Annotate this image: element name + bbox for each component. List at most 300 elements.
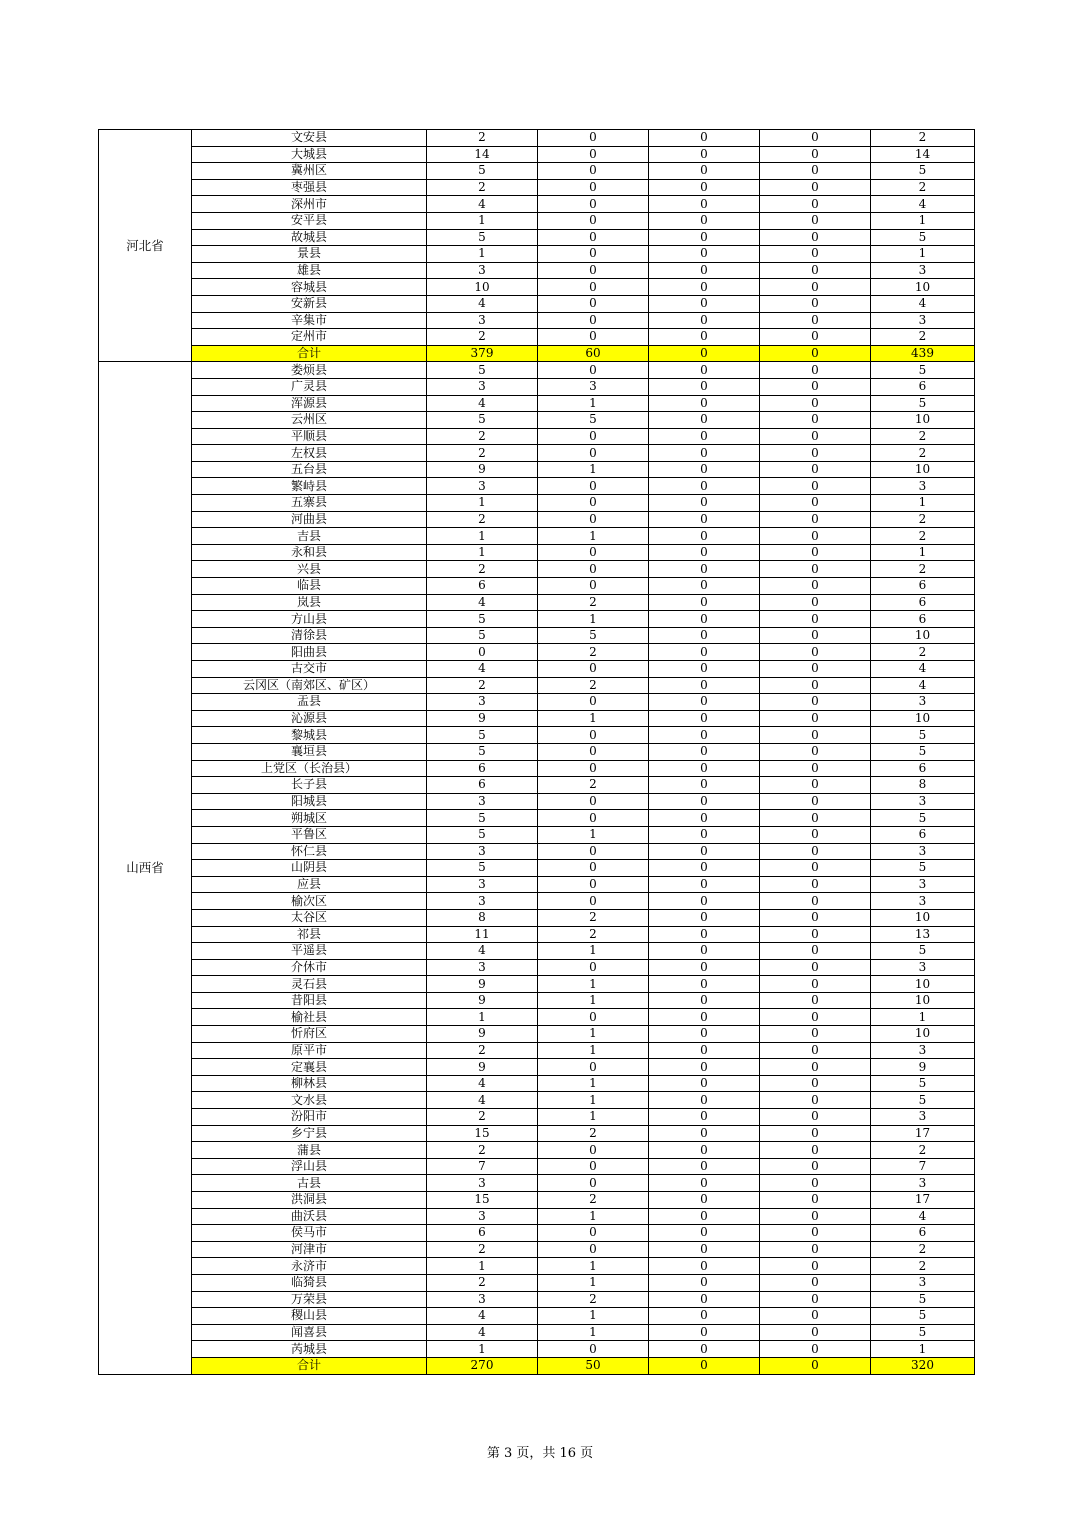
value-cell-1: 3 xyxy=(427,876,538,893)
table-row xyxy=(99,1308,975,1325)
value-cell-3: 0 xyxy=(649,727,760,744)
value-cell-3: 0 xyxy=(649,976,760,993)
value-cell-2: 1 xyxy=(538,1042,649,1059)
value-cell-1: 2 xyxy=(427,428,538,445)
value-cell-1: 2 xyxy=(427,1274,538,1291)
value-cell-2: 2 xyxy=(538,1291,649,1308)
value-cell-3: 0 xyxy=(649,246,760,263)
total-value-cell: 3 xyxy=(871,1042,975,1059)
total-value-cell: 3 xyxy=(871,1109,975,1126)
value-cell-2: 2 xyxy=(538,909,649,926)
value-cell-2: 0 xyxy=(538,1158,649,1175)
table-row xyxy=(99,661,975,678)
total-value-cell: 10 xyxy=(871,992,975,1009)
value-cell-1: 9 xyxy=(427,992,538,1009)
table-row xyxy=(99,1291,975,1308)
value-cell-2: 0 xyxy=(538,1059,649,1076)
value-cell-4: 0 xyxy=(760,395,871,412)
value-cell-4: 0 xyxy=(760,959,871,976)
value-cell-2: 1 xyxy=(538,1324,649,1341)
table-row xyxy=(99,528,975,545)
county-name-cell: 河津市 xyxy=(192,1241,427,1258)
value-cell-4: 0 xyxy=(760,843,871,860)
total-value-cell: 1 xyxy=(871,1341,975,1358)
value-cell-2: 0 xyxy=(538,876,649,893)
value-cell-3: 0 xyxy=(649,1158,760,1175)
total-value-cell: 5 xyxy=(871,727,975,744)
value-cell-1: 5 xyxy=(427,229,538,246)
county-name-cell: 岚县 xyxy=(192,594,427,611)
county-name-cell: 五台县 xyxy=(192,461,427,478)
total-value-cell: 439 xyxy=(871,345,975,362)
value-cell-4: 0 xyxy=(760,1208,871,1225)
table-row xyxy=(99,909,975,926)
total-value-cell: 5 xyxy=(871,810,975,827)
total-value-cell: 13 xyxy=(871,926,975,943)
value-cell-3: 0 xyxy=(649,395,760,412)
county-name-cell: 枣强县 xyxy=(192,179,427,196)
county-name-cell: 黎城县 xyxy=(192,727,427,744)
province-cell: 山西省 xyxy=(99,362,192,1374)
value-cell-3: 0 xyxy=(649,1109,760,1126)
county-name-cell: 朔城区 xyxy=(192,810,427,827)
value-cell-4: 0 xyxy=(760,1075,871,1092)
value-cell-4: 0 xyxy=(760,1308,871,1325)
total-value-cell: 4 xyxy=(871,1208,975,1225)
value-cell-2: 0 xyxy=(538,246,649,263)
total-value-cell: 17 xyxy=(871,1125,975,1142)
value-cell-4: 0 xyxy=(760,1009,871,1026)
value-cell-3: 0 xyxy=(649,909,760,926)
total-value-cell: 9 xyxy=(871,1059,975,1076)
total-value-cell: 5 xyxy=(871,1291,975,1308)
county-name-cell: 平遥县 xyxy=(192,943,427,960)
total-value-cell: 10 xyxy=(871,627,975,644)
table-row xyxy=(99,1158,975,1175)
value-cell-1: 1 xyxy=(427,1258,538,1275)
value-cell-1: 1 xyxy=(427,495,538,512)
total-value-cell: 3 xyxy=(871,694,975,711)
table-row xyxy=(99,677,975,694)
county-name-cell: 盂县 xyxy=(192,694,427,711)
county-name-cell: 景县 xyxy=(192,246,427,263)
table-row xyxy=(99,1208,975,1225)
value-cell-3: 0 xyxy=(649,644,760,661)
total-value-cell: 1 xyxy=(871,495,975,512)
table-row xyxy=(99,843,975,860)
value-cell-4: 0 xyxy=(760,262,871,279)
county-name-cell: 永济市 xyxy=(192,1258,427,1275)
value-cell-3: 0 xyxy=(649,362,760,379)
table-row xyxy=(99,312,975,329)
value-cell-4: 0 xyxy=(760,179,871,196)
total-value-cell: 2 xyxy=(871,1258,975,1275)
county-name-cell: 榆社县 xyxy=(192,1009,427,1026)
value-cell-3: 0 xyxy=(649,345,760,362)
value-cell-4: 0 xyxy=(760,412,871,429)
value-cell-3: 0 xyxy=(649,445,760,462)
table-row xyxy=(99,378,975,395)
table-row xyxy=(99,445,975,462)
value-cell-1: 11 xyxy=(427,926,538,943)
value-cell-4: 0 xyxy=(760,1258,871,1275)
value-cell-4: 0 xyxy=(760,611,871,628)
value-cell-2: 0 xyxy=(538,511,649,528)
county-name-cell: 临县 xyxy=(192,578,427,595)
value-cell-1: 4 xyxy=(427,1075,538,1092)
value-cell-3: 0 xyxy=(649,329,760,346)
value-cell-3: 0 xyxy=(649,279,760,296)
table-row xyxy=(99,329,975,346)
value-cell-3: 0 xyxy=(649,1258,760,1275)
table-row xyxy=(99,810,975,827)
value-cell-2: 2 xyxy=(538,594,649,611)
total-value-cell: 3 xyxy=(871,478,975,495)
value-cell-2: 1 xyxy=(538,943,649,960)
total-value-cell: 1 xyxy=(871,246,975,263)
value-cell-2: 50 xyxy=(538,1357,649,1374)
value-cell-3: 0 xyxy=(649,992,760,1009)
value-cell-2: 1 xyxy=(538,528,649,545)
value-cell-2: 0 xyxy=(538,760,649,777)
value-cell-3: 0 xyxy=(649,1026,760,1043)
value-cell-2: 0 xyxy=(538,495,649,512)
value-cell-3: 0 xyxy=(649,130,760,147)
value-cell-1: 1 xyxy=(427,246,538,263)
value-cell-2: 0 xyxy=(538,130,649,147)
value-cell-2: 0 xyxy=(538,163,649,180)
value-cell-1: 1 xyxy=(427,1009,538,1026)
value-cell-1: 2 xyxy=(427,130,538,147)
value-cell-2: 0 xyxy=(538,544,649,561)
table-row xyxy=(99,146,975,163)
total-value-cell: 6 xyxy=(871,1225,975,1242)
value-cell-2: 1 xyxy=(538,1092,649,1109)
value-cell-1: 15 xyxy=(427,1125,538,1142)
value-cell-3: 0 xyxy=(649,627,760,644)
total-value-cell: 5 xyxy=(871,943,975,960)
value-cell-4: 0 xyxy=(760,793,871,810)
value-cell-1: 9 xyxy=(427,1026,538,1043)
table-row xyxy=(99,1175,975,1192)
county-name-cell: 浮山县 xyxy=(192,1158,427,1175)
value-cell-1: 3 xyxy=(427,478,538,495)
county-name-cell: 深州市 xyxy=(192,196,427,213)
county-name-cell: 临猗县 xyxy=(192,1274,427,1291)
value-cell-1: 3 xyxy=(427,959,538,976)
county-name-cell: 沁源县 xyxy=(192,710,427,727)
total-value-cell: 10 xyxy=(871,1026,975,1043)
county-name-cell: 河曲县 xyxy=(192,511,427,528)
value-cell-2: 0 xyxy=(538,661,649,678)
county-name-cell: 芮城县 xyxy=(192,1341,427,1358)
value-cell-2: 0 xyxy=(538,578,649,595)
county-name-cell: 忻府区 xyxy=(192,1026,427,1043)
value-cell-3: 0 xyxy=(649,495,760,512)
county-name-cell: 广灵县 xyxy=(192,378,427,395)
value-cell-1: 5 xyxy=(427,743,538,760)
value-cell-1: 2 xyxy=(427,329,538,346)
value-cell-4: 0 xyxy=(760,163,871,180)
total-value-cell: 17 xyxy=(871,1192,975,1209)
value-cell-3: 0 xyxy=(649,1092,760,1109)
value-cell-4: 0 xyxy=(760,1026,871,1043)
county-name-cell: 乡宁县 xyxy=(192,1125,427,1142)
value-cell-1: 3 xyxy=(427,694,538,711)
value-cell-3: 0 xyxy=(649,412,760,429)
table-row xyxy=(99,478,975,495)
value-cell-2: 0 xyxy=(538,1341,649,1358)
value-cell-4: 0 xyxy=(760,362,871,379)
value-cell-3: 0 xyxy=(649,378,760,395)
table-row xyxy=(99,926,975,943)
value-cell-1: 4 xyxy=(427,295,538,312)
value-cell-4: 0 xyxy=(760,1175,871,1192)
county-name-cell: 文水县 xyxy=(192,1092,427,1109)
value-cell-3: 0 xyxy=(649,943,760,960)
value-cell-1: 3 xyxy=(427,1208,538,1225)
table-row xyxy=(99,777,975,794)
value-cell-1: 3 xyxy=(427,843,538,860)
county-name-cell: 娄烦县 xyxy=(192,362,427,379)
value-cell-2: 1 xyxy=(538,611,649,628)
value-cell-3: 0 xyxy=(649,826,760,843)
value-cell-4: 0 xyxy=(760,561,871,578)
value-cell-3: 0 xyxy=(649,1042,760,1059)
value-cell-4: 0 xyxy=(760,329,871,346)
value-cell-4: 0 xyxy=(760,943,871,960)
value-cell-1: 3 xyxy=(427,893,538,910)
table-row xyxy=(99,578,975,595)
county-name-cell: 繁峙县 xyxy=(192,478,427,495)
table-row xyxy=(99,976,975,993)
total-value-cell: 2 xyxy=(871,561,975,578)
value-cell-2: 0 xyxy=(538,362,649,379)
value-cell-4: 0 xyxy=(760,229,871,246)
value-cell-4: 0 xyxy=(760,926,871,943)
value-cell-1: 379 xyxy=(427,345,538,362)
value-cell-2: 1 xyxy=(538,1274,649,1291)
value-cell-2: 2 xyxy=(538,926,649,943)
value-cell-4: 0 xyxy=(760,710,871,727)
value-cell-4: 0 xyxy=(760,578,871,595)
value-cell-3: 0 xyxy=(649,1192,760,1209)
value-cell-3: 0 xyxy=(649,1357,760,1374)
value-cell-2: 0 xyxy=(538,1225,649,1242)
value-cell-1: 2 xyxy=(427,179,538,196)
table-row xyxy=(99,130,975,147)
value-cell-2: 1 xyxy=(538,1075,649,1092)
value-cell-2: 1 xyxy=(538,992,649,1009)
county-name-cell: 曲沃县 xyxy=(192,1208,427,1225)
total-value-cell: 14 xyxy=(871,146,975,163)
county-name-cell: 古县 xyxy=(192,1175,427,1192)
value-cell-2: 2 xyxy=(538,1192,649,1209)
total-value-cell: 5 xyxy=(871,860,975,877)
total-value-cell: 4 xyxy=(871,661,975,678)
value-cell-3: 0 xyxy=(649,1241,760,1258)
total-value-cell: 10 xyxy=(871,909,975,926)
value-cell-4: 0 xyxy=(760,1092,871,1109)
value-cell-3: 0 xyxy=(649,1059,760,1076)
county-data-table xyxy=(98,129,975,1375)
total-value-cell: 3 xyxy=(871,843,975,860)
value-cell-3: 0 xyxy=(649,163,760,180)
value-cell-4: 0 xyxy=(760,212,871,229)
value-cell-2: 0 xyxy=(538,561,649,578)
county-name-cell: 阳城县 xyxy=(192,793,427,810)
value-cell-2: 0 xyxy=(538,179,649,196)
value-cell-3: 0 xyxy=(649,959,760,976)
table-row xyxy=(99,212,975,229)
table-row xyxy=(99,710,975,727)
value-cell-2: 0 xyxy=(538,312,649,329)
total-value-cell: 10 xyxy=(871,976,975,993)
total-value-cell: 10 xyxy=(871,279,975,296)
value-cell-2: 0 xyxy=(538,743,649,760)
county-name-cell: 吉县 xyxy=(192,528,427,545)
value-cell-2: 0 xyxy=(538,229,649,246)
value-cell-4: 0 xyxy=(760,1324,871,1341)
total-value-cell: 3 xyxy=(871,876,975,893)
value-cell-2: 0 xyxy=(538,1009,649,1026)
county-name-cell: 辛集市 xyxy=(192,312,427,329)
value-cell-1: 3 xyxy=(427,793,538,810)
total-value-cell: 3 xyxy=(871,793,975,810)
table-row xyxy=(99,1142,975,1159)
value-cell-2: 2 xyxy=(538,1125,649,1142)
value-cell-3: 0 xyxy=(649,528,760,545)
value-cell-4: 0 xyxy=(760,661,871,678)
value-cell-2: 1 xyxy=(538,826,649,843)
value-cell-3: 0 xyxy=(649,710,760,727)
value-cell-3: 0 xyxy=(649,561,760,578)
total-value-cell: 3 xyxy=(871,262,975,279)
value-cell-1: 15 xyxy=(427,1192,538,1209)
county-name-cell: 合计 xyxy=(192,1357,427,1374)
county-name-cell: 兴县 xyxy=(192,561,427,578)
value-cell-3: 0 xyxy=(649,262,760,279)
total-value-cell: 3 xyxy=(871,1274,975,1291)
total-value-cell: 5 xyxy=(871,229,975,246)
table-row xyxy=(99,495,975,512)
value-cell-4: 0 xyxy=(760,760,871,777)
value-cell-4: 0 xyxy=(760,1225,871,1242)
value-cell-2: 60 xyxy=(538,345,649,362)
value-cell-1: 4 xyxy=(427,1324,538,1341)
value-cell-2: 0 xyxy=(538,810,649,827)
value-cell-1: 1 xyxy=(427,544,538,561)
value-cell-1: 4 xyxy=(427,395,538,412)
total-value-cell: 6 xyxy=(871,826,975,843)
value-cell-1: 4 xyxy=(427,943,538,960)
value-cell-1: 5 xyxy=(427,163,538,180)
table-row xyxy=(99,1341,975,1358)
county-name-cell: 定襄县 xyxy=(192,1059,427,1076)
value-cell-4: 0 xyxy=(760,1125,871,1142)
value-cell-2: 0 xyxy=(538,843,649,860)
county-name-cell: 安平县 xyxy=(192,212,427,229)
table-row xyxy=(99,395,975,412)
value-cell-4: 0 xyxy=(760,826,871,843)
table-row xyxy=(99,179,975,196)
value-cell-4: 0 xyxy=(760,1059,871,1076)
county-name-cell: 平顺县 xyxy=(192,428,427,445)
table-row xyxy=(99,943,975,960)
value-cell-2: 5 xyxy=(538,412,649,429)
value-cell-2: 0 xyxy=(538,1175,649,1192)
value-cell-3: 0 xyxy=(649,611,760,628)
table-row xyxy=(99,246,975,263)
value-cell-3: 0 xyxy=(649,1009,760,1026)
table-row xyxy=(99,1241,975,1258)
total-value-cell: 5 xyxy=(871,163,975,180)
county-name-cell: 介休市 xyxy=(192,959,427,976)
value-cell-4: 0 xyxy=(760,893,871,910)
value-cell-1: 2 xyxy=(427,1241,538,1258)
table-row xyxy=(99,1042,975,1059)
table-row xyxy=(99,428,975,445)
value-cell-1: 2 xyxy=(427,1109,538,1126)
total-value-cell: 4 xyxy=(871,196,975,213)
total-value-cell: 2 xyxy=(871,511,975,528)
value-cell-3: 0 xyxy=(649,1274,760,1291)
total-value-cell: 2 xyxy=(871,329,975,346)
value-cell-1: 4 xyxy=(427,1308,538,1325)
county-name-cell: 应县 xyxy=(192,876,427,893)
value-cell-1: 3 xyxy=(427,312,538,329)
value-cell-4: 0 xyxy=(760,196,871,213)
total-value-cell: 3 xyxy=(871,1175,975,1192)
value-cell-1: 6 xyxy=(427,760,538,777)
value-cell-4: 0 xyxy=(760,495,871,512)
value-cell-4: 0 xyxy=(760,909,871,926)
table-row xyxy=(99,1274,975,1291)
total-value-cell: 2 xyxy=(871,1241,975,1258)
table-row xyxy=(99,959,975,976)
value-cell-4: 0 xyxy=(760,727,871,744)
table-row xyxy=(99,412,975,429)
value-cell-1: 2 xyxy=(427,445,538,462)
county-name-cell: 太谷区 xyxy=(192,909,427,926)
value-cell-1: 9 xyxy=(427,976,538,993)
value-cell-2: 0 xyxy=(538,279,649,296)
total-value-cell: 7 xyxy=(871,1158,975,1175)
value-cell-1: 3 xyxy=(427,1291,538,1308)
total-value-cell: 5 xyxy=(871,1308,975,1325)
value-cell-3: 0 xyxy=(649,578,760,595)
value-cell-2: 1 xyxy=(538,1109,649,1126)
value-cell-4: 0 xyxy=(760,1158,871,1175)
table-row xyxy=(99,1092,975,1109)
value-cell-1: 3 xyxy=(427,378,538,395)
value-cell-4: 0 xyxy=(760,1274,871,1291)
value-cell-1: 5 xyxy=(427,826,538,843)
table-row xyxy=(99,279,975,296)
value-cell-2: 1 xyxy=(538,1308,649,1325)
value-cell-1: 5 xyxy=(427,362,538,379)
value-cell-4: 0 xyxy=(760,594,871,611)
value-cell-3: 0 xyxy=(649,1125,760,1142)
value-cell-2: 0 xyxy=(538,262,649,279)
table-row xyxy=(99,760,975,777)
total-value-cell: 2 xyxy=(871,130,975,147)
table-row xyxy=(99,1192,975,1209)
value-cell-2: 1 xyxy=(538,1026,649,1043)
value-cell-1: 2 xyxy=(427,677,538,694)
table-row xyxy=(99,1225,975,1242)
value-cell-4: 0 xyxy=(760,1109,871,1126)
